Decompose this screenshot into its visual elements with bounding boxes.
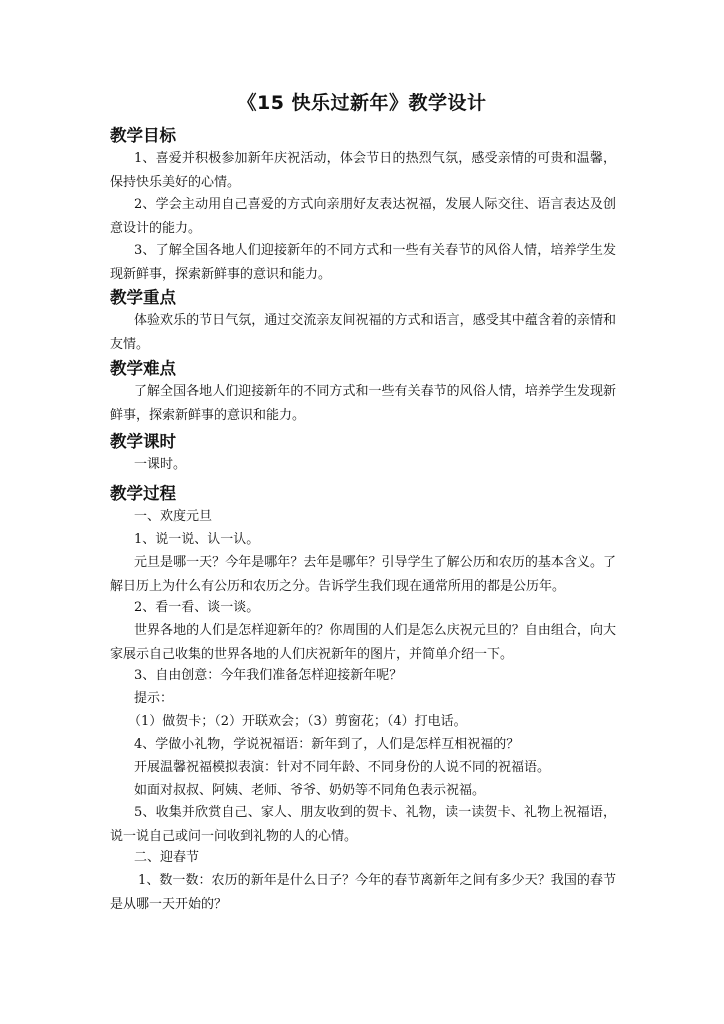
difficulties-text: 了解全国各地人们迎接新年的不同方式和一些有关春节的风俗人情，培养学生发现新鲜事，探索新鲜事的意识和能力。: [110, 384, 616, 423]
heading-difficulties: 教学难点: [110, 359, 176, 378]
heading-teaching-process: 教学过程: [110, 484, 176, 503]
process-step-4-performance: 开展温馨祝福模拟表演：针对不同年龄、不同身份的人说不同的祝福语。: [134, 760, 551, 775]
process-step-2: 2、看一看、谈一谈。: [134, 600, 260, 615]
process-spring-step-1: 1、数一数：农历的新年是什么日子？今年的春节离新年之间有多少天？我国的春节是从哪一天开始的？: [110, 873, 616, 912]
process-hint-list: （1）做贺卡；（2）开联欢会；（3）剪窗花；（4）打电话。: [128, 714, 467, 729]
process-step-5: 5、收集并欣赏自己、家人、朋友收到的贺卡、礼物，读一读贺卡、礼物上祝福语，说一说自己或问一问收到礼物的人的心情。: [110, 805, 616, 844]
process-step-4-example: 如面对叔叔、阿姨、老师、爷爷、奶奶等不同角色表示祝福。: [134, 783, 486, 798]
class-hours-text: 一课时。: [134, 457, 187, 472]
goal-item-3: 3、了解全国各地人们迎接新年的不同方式和一些有关春节的风俗人情，培养学生发现新鲜事，探索新鲜事的意识和能力。: [110, 243, 616, 282]
process-section-new-year: 一、欢度元旦: [134, 509, 213, 524]
goal-item-2: 2、学会主动用自己喜爱的方式向亲朋好友表达祝福，发展人际交往、语言表达及创意设计的能力。: [110, 197, 616, 236]
heading-teaching-goals: 教学目标: [110, 126, 176, 145]
process-step-3: 3、自由创意：今年我们准备怎样迎接新年呢？: [134, 668, 403, 683]
key-points-text: 体验欢乐的节日气氛，通过交流亲友间祝福的方式和语言，感受其中蕴含着的亲情和友情。: [110, 313, 616, 352]
process-step-1-text: 元旦是哪一天？今年是哪年？去年是哪年？引导学生了解公历和农历的基本含义。了解日历上为什么有公历和农历之分。告诉学生我们现在通常所用的都是公历年。: [110, 555, 616, 594]
process-hint-label: 提示：: [134, 691, 174, 706]
document-title: 《15 快乐过新年》教学设计: [237, 92, 487, 114]
heading-key-points: 教学重点: [110, 288, 176, 307]
process-step-1: 1、说一说、认一认。: [134, 532, 260, 547]
process-step-2-text: 世界各地的人们是怎样迎新年的？你周围的人们是怎么庆祝元旦的？自由组合，向大家展示自己收集的世界各地的人们庆祝新年的图片，并简单介绍一下。: [110, 623, 616, 662]
heading-class-hours: 教学课时: [110, 432, 176, 451]
goal-item-1: 1、喜爱并积极参加新年庆祝活动，体会节日的热烈气氛，感受亲情的可贵和温馨，保持快乐美好的心情。: [110, 151, 616, 190]
process-section-spring-festival: 二、迎春节: [134, 850, 200, 865]
process-step-4: 4、学做小礼物，学说祝福语：新年到了，人们是怎样互相祝福的？: [134, 737, 520, 752]
